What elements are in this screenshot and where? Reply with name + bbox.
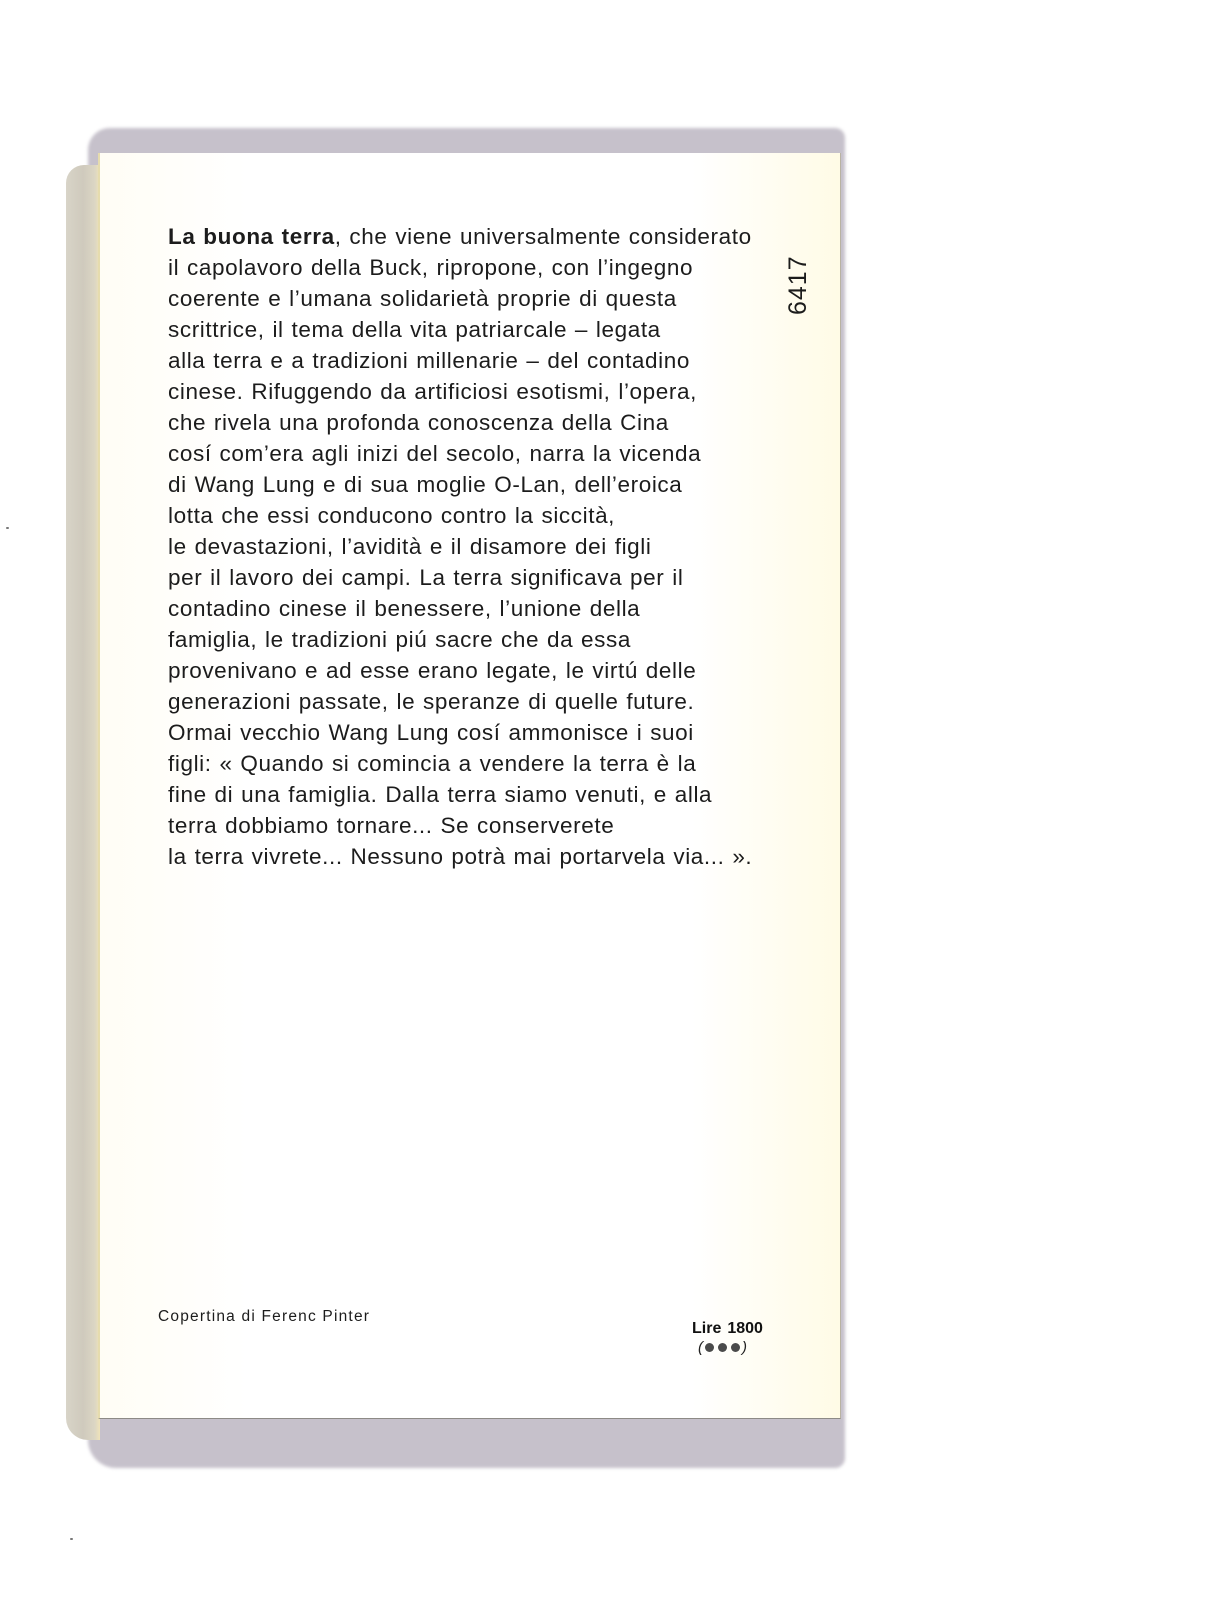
price-marks bbox=[698, 1339, 747, 1356]
blurb-line: provenivano e ad esse erano legate, le virtú delle bbox=[168, 658, 697, 683]
scan-speck bbox=[6, 527, 9, 529]
scan-speck bbox=[70, 1538, 73, 1540]
blurb-line: contadino cinese il benessere, l’unione della bbox=[168, 596, 641, 621]
blurb-line: cosí com’era agli inizi del secolo, narra la vicenda bbox=[168, 441, 702, 466]
blurb-line: la terra vivrete... Nessuno potrà mai portarvela via... ». bbox=[168, 844, 753, 869]
price-marks-open: ( bbox=[698, 1339, 703, 1356]
blurb-line: alla terra e a tradizioni millenarie – del contadino bbox=[168, 348, 690, 373]
price-dot-icon bbox=[705, 1343, 714, 1352]
price-amount: 1800 bbox=[727, 1320, 763, 1337]
cover-credit: Copertina di Ferenc Pinter bbox=[158, 1308, 371, 1325]
blurb-line: generazioni passate, le speranze di quelle future. bbox=[168, 689, 695, 714]
blurb-line: il capolavoro della Buck, ripropone, con l’ingegno bbox=[168, 255, 694, 280]
price-label bbox=[692, 1320, 763, 1338]
price-marks-close: ) bbox=[742, 1339, 747, 1356]
blurb-line: scrittrice, il tema della vita patriarcale – legata bbox=[168, 317, 661, 342]
blurb-line: le devastazioni, l’avidità e il disamore dei figli bbox=[168, 534, 652, 559]
blurb-line bbox=[168, 221, 788, 252]
blurb-line: famiglia, le tradizioni piú sacre che da essa bbox=[168, 627, 631, 652]
blurb-line: coerente e l’umana solidarietà proprie di questa bbox=[168, 286, 677, 311]
blurb-line: figli: « Quando si comincia a vendere la terra è la bbox=[168, 751, 697, 776]
price-dot-icon bbox=[718, 1343, 727, 1352]
book-spine-edge bbox=[66, 165, 100, 1440]
back-cover-page bbox=[98, 153, 841, 1419]
price-currency: Lire bbox=[692, 1320, 722, 1337]
blurb-line: Ormai vecchio Wang Lung cosí ammonisce i suoi bbox=[168, 720, 694, 745]
catalog-number: 6417 bbox=[784, 255, 812, 315]
blurb-line: terra dobbiamo tornare... Se conserverete bbox=[168, 813, 615, 838]
blurb-line: di Wang Lung e di sua moglie O-Lan, dell’eroica bbox=[168, 472, 683, 497]
blurb-line: che rivela una profonda conoscenza della Cina bbox=[168, 410, 669, 435]
book-title: La buona terra bbox=[168, 224, 335, 249]
price-dot-icon bbox=[731, 1343, 740, 1352]
blurb-line: cinese. Rifuggendo da artificiosi esotismi, l’opera, bbox=[168, 379, 697, 404]
blurb-line: per il lavoro dei campi. La terra significava per il bbox=[168, 565, 684, 590]
blurb-line: fine di una famiglia. Dalla terra siamo venuti, e alla bbox=[168, 782, 713, 807]
blurb-line-text: , che viene universalmente considerato bbox=[334, 224, 752, 249]
blurb-line: lotta che essi conducono contro la siccità, bbox=[168, 503, 616, 528]
blurb-text bbox=[168, 221, 788, 872]
